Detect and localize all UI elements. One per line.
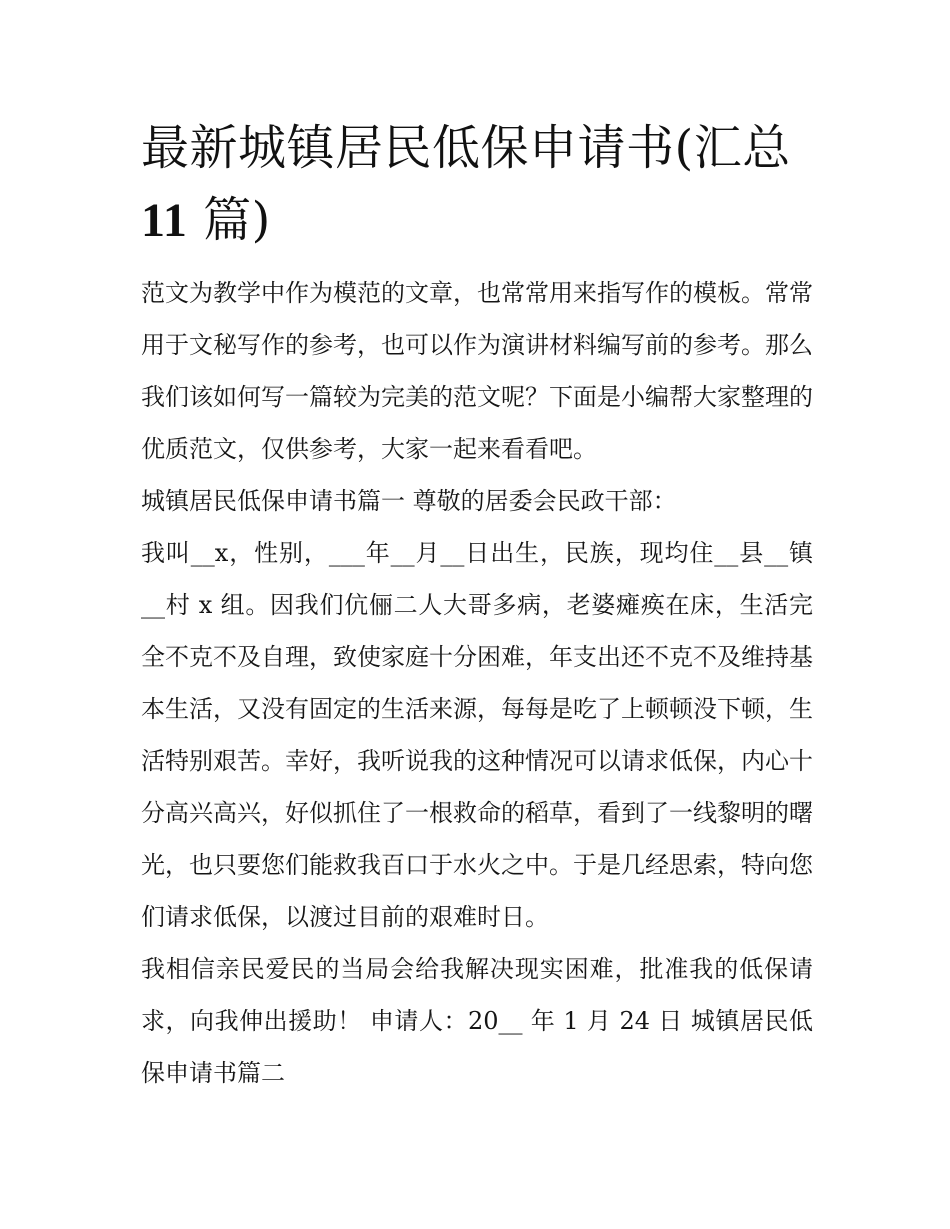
section-1-body: 我叫__x，性别，___年__月__日出生，民族，现均住__县__镇__村 x 组。因我们伉俪二人大哥多病，老婆瘫痪在床，生活完全不克不及自理，致使家庭十分困难，年支出还不克不及维持基本生活，又没有固定的生活来源，每每是吃了上顿顿没下顿，生活特别艰苦。幸好，我听说我的这种情况可以请求低保，内心十分高兴高兴，好似抓住了一根救命的稻草，看到了一线黎明的曙光，也只要您们能救我百口于水火之中。于是几经思索，特向您们请求低保，以渡过目前的艰难时日。 — [141, 539, 813, 931]
title-number: 11 — [141, 194, 188, 247]
section-1-heading: 城镇居民低保申请书篇一 尊敬的居委会民政干部： — [141, 487, 677, 515]
document-content — [141, 112, 813, 1099]
page-title — [141, 112, 813, 257]
title-suffix: 篇) — [187, 192, 271, 248]
section-1-closing: 我相信亲民爱民的当局会给我解决现实困难，批准我的低保请求，向我伸出援助！ 申请人：20__ 年 1 月 24 日 城镇居民低保申请书篇二 — [141, 955, 813, 1087]
intro-paragraph: 范文为教学中作为模范的文章，也常常用来指写作的模板。常常用于文秘写作的参考，也可以作为演讲材料编写前的参考。那么我们该如何写一篇较为完美的范文呢？下面是小编帮大家整理的优质范文，仅供参考，大家一起来看看吧。 — [141, 279, 813, 463]
title-line-1: 最新城镇居民低保申请书(汇总 — [141, 120, 791, 176]
